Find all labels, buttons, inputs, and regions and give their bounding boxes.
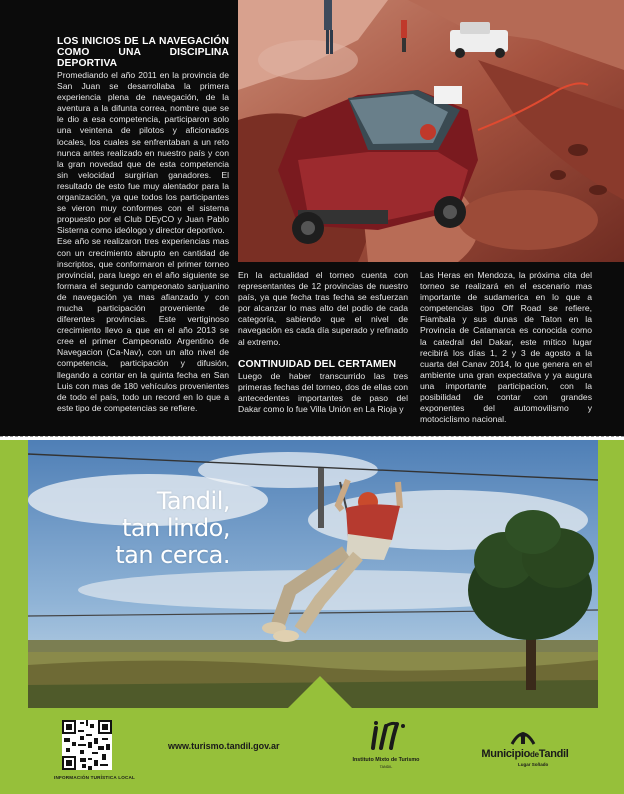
section-heading-continuidad: CONTINUIDAD DEL CERTAMEN [238,358,397,370]
municipio-tandil-logo [470,726,580,774]
triangle-tab-decoration [288,676,352,708]
rally-car-photo [238,0,624,262]
qr-caption: INFORMACIÓN TURÍSTICA LOCAL [54,775,136,780]
imt-mark-graphic [370,720,410,752]
ad-footer [0,708,624,794]
municipio-tagline: Lugar Soñado [518,762,549,767]
ad-slogan [70,488,230,569]
article-column-3 [420,270,592,425]
municipio-word: Municipio [481,748,531,760]
imt-subtitle: TANDIL [379,765,393,769]
tourism-website-link[interactable]: www.turismo.tandil.gov.ar [168,741,280,751]
slogan-line: tan cerca. [115,541,230,569]
tandil-tourism-ad [0,440,624,794]
qr-code[interactable] [62,720,112,770]
section-heading-inicios: LOS INICIOS DE LA NAVEGACIÓN COMO UNA DISCIPLINA DEPORTIVA [57,36,229,69]
imt-logo-mark [370,720,410,758]
zipline-illustration [28,440,598,708]
article-column-1 [57,36,229,414]
municipio-emblem-icon [510,726,536,746]
paragraph: Promediando el año 2011 en la provincia de San Juan se desarrollaba la primera experiencia plena de navegación, de la aventura a la difunta correa, nombre que se le dio a esa competencia, participaron solo una veintena de pilotos y aficionados locales, los cuales se enfrentaban a un reto nunca antes realizado en nuestro país y con la gran novedad que de esta competencia sin velocidad surgirían ganadores. El resultado de esto fue muy alentador para la organización, ya que todos los participantes se vieron muy conformes con el sistema propuesto por el Club DEyCO y Juan Pablo Sisterna como ideólogo y director deportivo. [57,70,229,236]
municipio-tandil: Tandil [538,748,569,760]
paragraph-continued: Luego de haber transcurrido las tres primeras fechas del torneo, dos de ellas con antecedentes importantes de paso del Dakar como lo fue Villa Unión en La Rioja y [238,370,408,414]
slogan-line: Tandil, [156,487,230,515]
paragraph-continuation: Las Heras en Mendoza, la próxima cita del torneo se realizará en el escenario mas importante de sudamerica en lo que a competencias tipo Off Road se refiere, Fiambala y sus dunas de Taton en la Provincia de Catamarca es conocida como la catedral del Dakar, este mítico lugar recibirá los días 1, 2 y 3 de agosto a la cuarta del Canav 2014, lo que genera en el ambiente una gran expectativa y ya augura una importante participacion, con la posibilidad de contar con grandes exponentes del automovilismo y motociclismo nacional. [420,270,592,425]
slogan-line: tan lindo, [121,514,230,542]
qr-code-graphic [62,720,112,770]
paragraph: Ese año se realizaron tres experiencias mas con un crecimiento abrupto en cantidad de inscriptos, que conformaron el primer torneo provincial, para luego en el año siguiente se formara el segundo campeonato sanjuanino de navegación ya mas afianzado y con mucha participación proveniente de diferentes provincias. Este vertiginoso crecimiento llevo a que en el año 2013 se cree el primer Campeonato Argentino de Navegacion (Ca-Nav), con un alto nivel de competencia, participación y difusión, llegando a contar en la quinta fecha en San Luis con mas de 180 vehículos provenientes de todo el país, todo un record en lo que a este tipo de competencias se refiere. [57,236,229,413]
rally-car-illustration [238,0,624,262]
paragraph: En la actualidad el torneo cuenta con representantes de 12 provincias de nuestro país, ya que fecha tras fecha se esfuerzan por alcanzar lo mas alto del podio de cada categoría, sabiendo que el nivel de navegación es cada día superado y refinado al extremo. [238,270,408,347]
imt-name: Instituto Mixto de Turismo [352,757,420,763]
municipio-de: de [530,750,539,759]
municipio-name [470,748,580,760]
zipline-photo [28,440,598,708]
imt-logo [346,720,426,780]
article-column-2 [238,270,408,415]
